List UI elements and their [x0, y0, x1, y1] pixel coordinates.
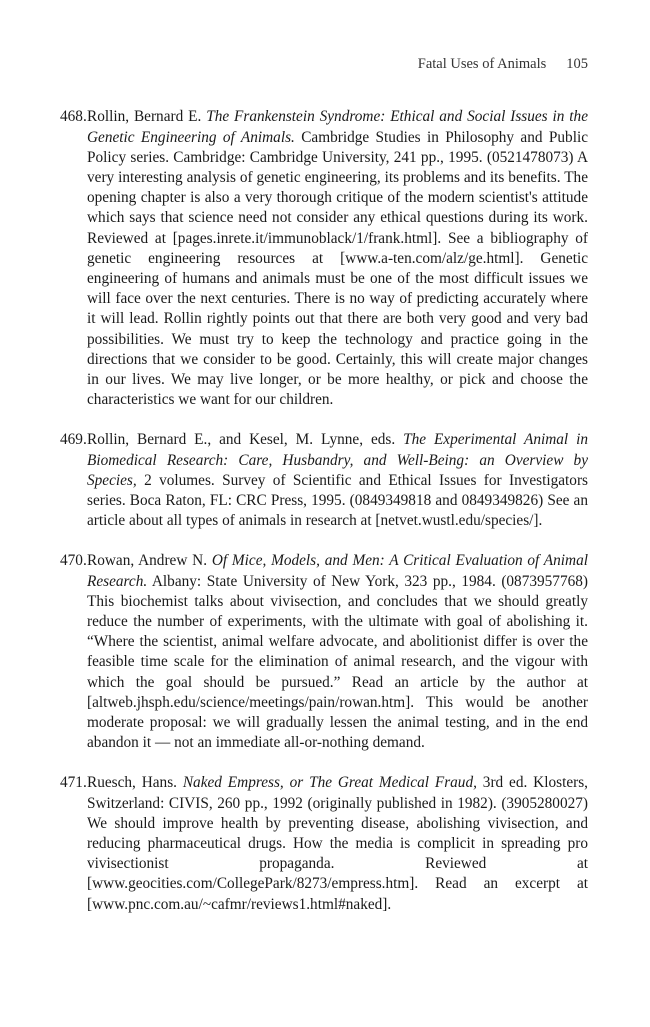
entry-body: Albany: State University of New York, 323 pp., 1984. (0873957768) This biochemist talks about vivisection, and concludes that we should greatly reduce the number of experiments, with the ultimate with goal of abolishing it. “Where the scientist, animal welfare advocate, and abolitionist differ is over the feasible time scale for the elimination of animal research, and the vigour with which the goal should be pursued.” Read an article by the author at [altweb.jhsph.edu/science/meetings/pain/rowan.htm]. This would be another moderate proposal: we will gradually lessen the animal testing, and in the end abandon it — not an immediate all-or-nothing demand.	[87, 572, 588, 752]
running-title: Fatal Uses of Animals	[417, 56, 547, 72]
entry-title: The Experimental Animal in Biomedical Research: Care, Husbandry, and Well-Being: an Overview by Species,	[87, 431, 588, 489]
entry-number: 471.	[60, 774, 87, 792]
entry-author: Rowan, Andrew N.	[87, 552, 212, 570]
entry-title: Of Mice, Models, and Men: A Critical Evaluation of Animal Research.	[87, 552, 588, 590]
entry-author: Rollin, Bernard E., and Kesel, M. Lynne, eds.	[87, 431, 404, 449]
entry-author: Ruesch, Hans.	[87, 774, 183, 792]
entry-title: The Frankenstein Syndrome: Ethical and Social Issues in the Genetic Engineering of Animals.	[87, 108, 588, 146]
entry-number: 468.	[60, 108, 87, 126]
bibliography-entry	[60, 773, 588, 914]
bibliography-entry	[60, 430, 588, 531]
running-head	[418, 56, 588, 73]
entry-number: 469.	[60, 431, 87, 449]
entry-body: 2 volumes. Survey of Scientific and Ethical Issues for Investigators series. Boca Raton, FL: CRC Press, 1995. (0849349818 and 0849349826) See an article about all types of animals in research at [netvet.wustl.edu/species/].	[87, 471, 588, 530]
entry-body: Cambridge Studies in Philosophy and Public Policy series. Cambridge: Cambridge University, 241 pp., 1995. (0521478073) A very interesting analysis of genetic engineering, its problems and its benefits. The opening chapter is also a very thorough critique of the modern scientist's attitude which says that science need not consider any ethical questions during its work. Reviewed at [pages.inrete.it/immunoblack/1/frank.html]. See a bibliography of genetic engineering resources at [www.a-ten.com/alz/ge.html]. Genetic engineering of humans and animals must be one of the most difficult issues we will face over the next centuries. There is no way of predicting accurately where it will lead. Rollin rightly points out that there are both very good and very bad possibilities. We must try to keep the technology and practice going in the directions that we consider to be good. Certainly, this will create major changes in our lives. We may live longer, or be more healthy, or pick and choose the characteristics we want for our children.	[87, 128, 588, 409]
entry-author: Rollin, Bernard E.	[87, 108, 207, 126]
entry-number: 470.	[60, 552, 87, 570]
bibliography-entries	[60, 92, 588, 935]
entry-title: Naked Empress, or The Great Medical Fraud,	[182, 774, 477, 792]
entry-body: 3rd ed. Klosters, Switzerland: CIVIS, 260 pp., 1992 (originally published in 1982). (3905280027) We should improve health by preventing disease, abolishing vivisection, and reducing pharmaceutical drugs. How the media is complicit in spreading pro vivisectionist propaganda. Reviewed at [www.geocities.com/CollegePark/8273/empress.htm]. Read an excerpt at [www.pnc.com.au/~cafmr/reviews1.html#naked].	[87, 774, 588, 913]
page-number: 105	[566, 56, 588, 72]
bibliography-entry	[60, 551, 588, 753]
bibliography-entry	[60, 107, 588, 410]
